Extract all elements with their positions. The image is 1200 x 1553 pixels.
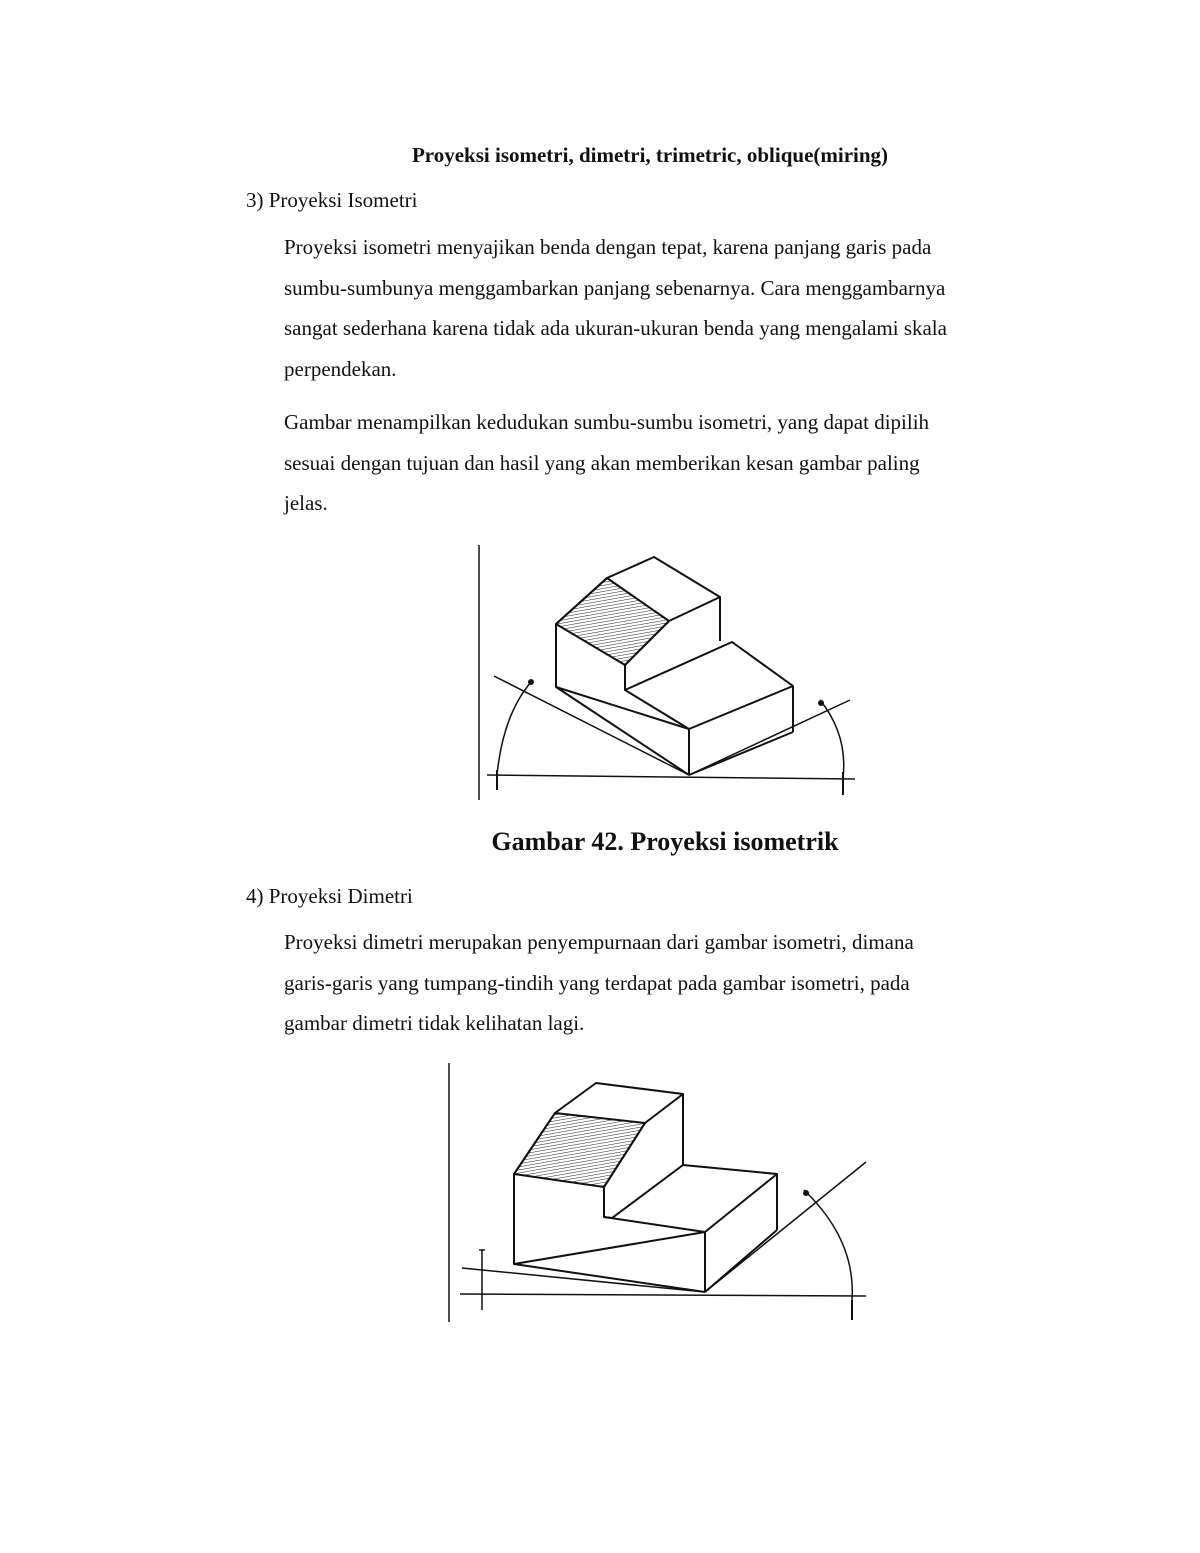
text-line: sesuai dengan tujuan dan hasil yang akan memberikan kesan gambar paling [284,450,920,475]
figure-caption: Gambar 42. Proyeksi isometrik [491,827,839,856]
heading-isometri: 3) Proyeksi Isometri [246,188,418,212]
document-title: Proyeksi isometri, dimetri, trimetric, oblique(miring) [411,143,889,167]
text-line: Proyeksi isometri menyajikan benda dengan tepat, karena panjang garis pada [284,235,932,259]
text-line: garis-garis yang tumpang-tindih yang terdapat pada gambar isometri, pada [284,970,910,995]
text-line: perpendekan. [284,356,397,381]
text-line: Gambar menampilkan kedudukan sumbu-sumbu isometri, yang dapat dipilih [284,410,930,434]
text-line: gambar dimetri tidak kelihatan lagi. [284,1011,585,1035]
heading-dimetri: 4) Proyeksi Dimetri [246,884,413,908]
text-line: Proyeksi dimetri merupakan penyempurnaan dari gambar isometri, dimana [284,930,914,954]
text-line: sangat sederhana karena tidak ada ukuran-ukuran benda yang mengalami skala [284,316,947,340]
text-line: sumbu-sumbunya menggambarkan panjang sebenarnya. Cara menggambarnya [284,275,946,300]
text-line: jelas. [284,491,328,515]
